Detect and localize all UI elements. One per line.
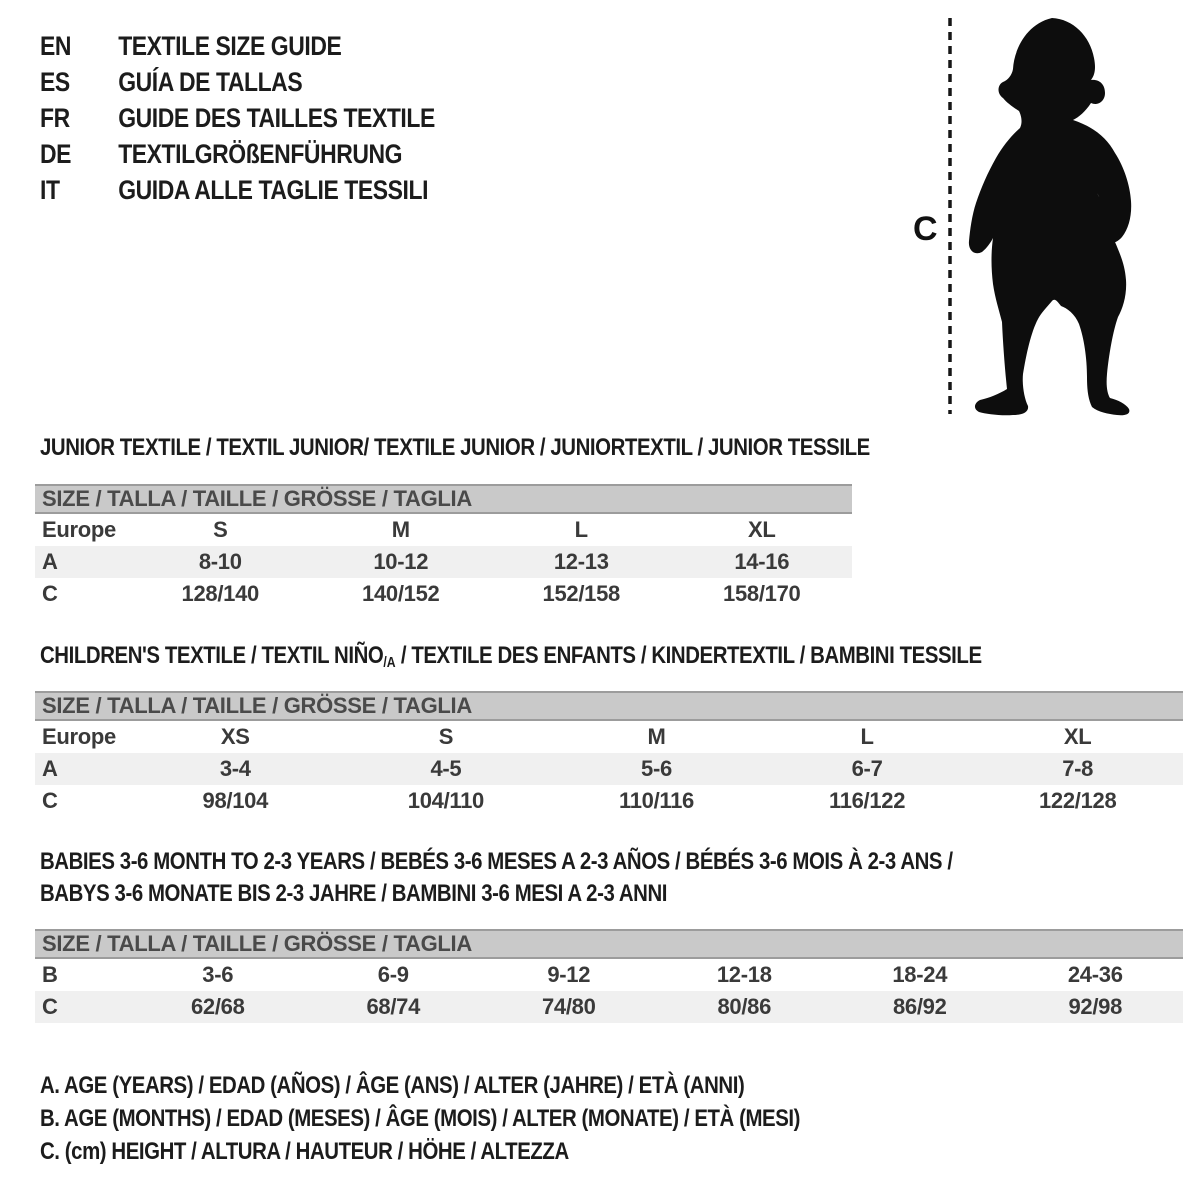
cell-value: 12-13 bbox=[553, 549, 609, 574]
cell-value: M bbox=[647, 724, 666, 749]
row-label: A bbox=[42, 756, 58, 781]
row-label: C bbox=[42, 994, 58, 1019]
cell-value: 8-10 bbox=[198, 549, 242, 574]
language-guide-title: TEXTILE SIZE GUIDE bbox=[118, 31, 342, 61]
cell-value: 140/152 bbox=[362, 581, 440, 606]
size-header-bar: SIZE / TALLA / TAILLE / GRÖSSE / TAGLIA bbox=[35, 484, 852, 514]
section-title-line2: BABYS 3-6 MONATE BIS 2-3 JAHRE / BAMBINI 3-6 MESI A 2-3 ANNI bbox=[40, 880, 668, 907]
table-rows bbox=[35, 514, 852, 610]
cell-value: 6-7 bbox=[851, 756, 883, 781]
language-row bbox=[40, 172, 435, 208]
size-table-junior bbox=[35, 484, 852, 610]
language-code: IT bbox=[40, 175, 60, 205]
size-header-bar: SIZE / TALLA / TAILLE / GRÖSSE / TAGLIA bbox=[35, 691, 1183, 721]
language-guide-title: GUÍA DE TALLAS bbox=[118, 67, 303, 97]
table-row-c bbox=[35, 578, 852, 610]
cell-value: 62/68 bbox=[190, 994, 245, 1019]
table-row-europe bbox=[35, 721, 1183, 753]
row-label: A bbox=[42, 549, 58, 574]
table-row-c bbox=[35, 785, 1183, 817]
table-rows bbox=[35, 721, 1183, 817]
row-label: C bbox=[42, 581, 58, 606]
row-label: Europe bbox=[42, 517, 116, 542]
section-title-text: CHILDREN'S TEXTILE / TEXTIL NIÑO bbox=[40, 642, 384, 669]
language-code: EN bbox=[40, 31, 72, 61]
cell-value: 86/92 bbox=[892, 994, 947, 1019]
table-rows bbox=[35, 959, 1183, 1023]
language-guide-title: GUIDE DES TAILLES TEXTILE bbox=[118, 103, 435, 133]
cell-value: 158/170 bbox=[723, 581, 801, 606]
language-guide-title: TEXTILGRÖßENFÜHRUNG bbox=[118, 139, 403, 169]
row-label: C bbox=[42, 788, 58, 813]
cell-value: 3-6 bbox=[202, 962, 234, 987]
language-row bbox=[40, 100, 435, 136]
language-code: ES bbox=[40, 67, 70, 97]
legend-line-a: A. AGE (YEARS) / EDAD (AÑOS) / ÂGE (ANS) / ALTER (JAHRE) / ETÀ (ANNI) bbox=[40, 1072, 745, 1099]
cell-value: 68/74 bbox=[366, 994, 421, 1019]
cell-value: 98/104 bbox=[202, 788, 269, 813]
cell-value: 7-8 bbox=[1062, 756, 1094, 781]
language-guide-title: GUIDA ALLE TAGLIE TESSILI bbox=[118, 175, 429, 205]
language-row bbox=[40, 28, 435, 64]
cell-value: 122/128 bbox=[1038, 788, 1117, 813]
table-row-b bbox=[35, 959, 1183, 991]
language-code: FR bbox=[40, 103, 70, 133]
baby-silhouette-icon bbox=[969, 18, 1131, 415]
language-row bbox=[40, 136, 435, 172]
language-code: DE bbox=[40, 139, 72, 169]
language-title-list bbox=[40, 28, 435, 208]
cell-value: 4-5 bbox=[430, 756, 462, 781]
section-title-children bbox=[40, 640, 1188, 679]
section-title-text: JUNIOR TEXTILE / TEXTIL JUNIOR/ TEXTILE JUNIOR / JUNIORTEXTIL / JUNIOR TESSILE bbox=[40, 434, 870, 461]
size-header-bar: SIZE / TALLA / TAILLE / GRÖSSE / TAGLIA bbox=[35, 929, 1183, 959]
cell-value: 5-6 bbox=[641, 756, 672, 781]
section-title-babies bbox=[40, 846, 1188, 910]
cell-value: 116/122 bbox=[828, 788, 906, 813]
cell-value: S bbox=[438, 724, 454, 749]
cell-value: 74/80 bbox=[541, 994, 596, 1019]
size-table-children bbox=[35, 691, 1183, 817]
row-label: Europe bbox=[42, 724, 116, 749]
section-title-text: / TEXTILE DES ENFANTS / KINDERTEXTIL / BAMBINI TESSILE bbox=[395, 642, 982, 669]
cell-value: 92/98 bbox=[1068, 994, 1123, 1019]
cell-value: 152/158 bbox=[542, 581, 620, 606]
cell-value: 128/140 bbox=[181, 581, 259, 606]
cell-value: L bbox=[574, 517, 588, 542]
table-row-a bbox=[35, 546, 852, 578]
row-label: B bbox=[42, 962, 58, 987]
cell-value: 3-4 bbox=[219, 756, 251, 781]
cell-value: 104/110 bbox=[407, 788, 484, 813]
legend-line-b: B. AGE (MONTHS) / EDAD (MESES) / ÂGE (MOIS) / ALTER (MONATE) / ETÀ (MESI) bbox=[40, 1105, 801, 1132]
cell-value: 6-9 bbox=[377, 962, 409, 987]
section-title-subscript: /A bbox=[383, 655, 396, 672]
cell-value: M bbox=[391, 517, 410, 542]
cell-value: 10-12 bbox=[373, 549, 429, 574]
height-marker-label: C bbox=[913, 210, 938, 248]
cell-value: 18-24 bbox=[892, 962, 948, 987]
cell-value: 9-12 bbox=[547, 962, 591, 987]
table-row-europe bbox=[35, 514, 852, 546]
legend-line-c: C. (cm) HEIGHT / ALTURA / HAUTEUR / HÖHE / ALTEZZA bbox=[40, 1138, 569, 1165]
table-row-a bbox=[35, 753, 1183, 785]
cell-value: XL bbox=[1063, 724, 1092, 749]
size-table-babies bbox=[35, 929, 1183, 1023]
section-title-junior bbox=[40, 432, 1188, 464]
cell-value: S bbox=[213, 517, 228, 542]
cell-value: 12-18 bbox=[716, 962, 772, 987]
cell-value: 24-36 bbox=[1067, 962, 1123, 987]
table-row-c bbox=[35, 991, 1183, 1023]
language-row bbox=[40, 64, 435, 100]
cell-value: 14-16 bbox=[734, 549, 790, 574]
cell-value: 110/116 bbox=[618, 788, 694, 813]
legend bbox=[40, 1069, 800, 1168]
cell-value: 80/86 bbox=[717, 994, 772, 1019]
cell-value: L bbox=[860, 724, 874, 749]
toddler-figure bbox=[880, 0, 1200, 440]
cell-value: XL bbox=[747, 517, 776, 542]
cell-value: XS bbox=[220, 724, 250, 749]
section-title-line1: BABIES 3-6 MONTH TO 2-3 YEARS / BEBÉS 3-6 MESES A 2-3 AÑOS / BÉBÉS 3-6 MOIS À 2-3 ANS / bbox=[40, 848, 953, 875]
